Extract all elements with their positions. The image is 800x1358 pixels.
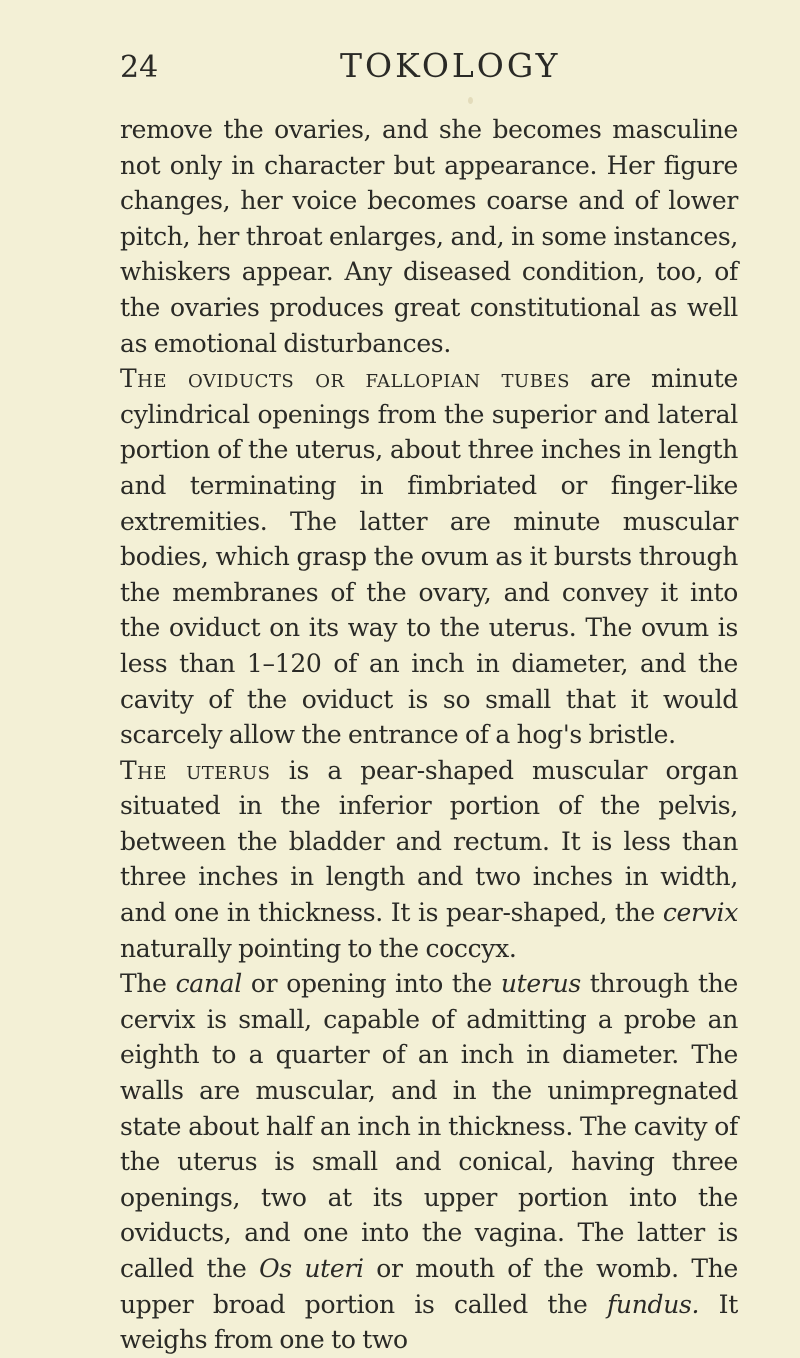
italic-term: Os uteri [259,1254,364,1283]
section-heading: The uterus [120,755,271,785]
body-text [120,112,738,1358]
running-head: TOKOLOGY [340,46,561,85]
italic-term: cervix [662,898,738,928]
paragraph-text: The [120,969,176,999]
paragraph-text: are minute cylindrical openings from the superior and lateral portion of the uterus, about three inches in length and terminating in fimbriated or finger-like extremities. The latter are minute muscular bodies, which grasp the ovum as it bursts through the membranes of the ovary, and convey it into the oviduct on its way to the uterus. The ovum is less than 1–120 of an inch in diameter, and the cavity of the oviduct is so small that it would scarcely allow the entrance of a hog's bristle. [120,364,738,750]
italic-term: uterus [500,969,581,999]
section-heading: The oviducts or fallopian tubes [120,364,570,394]
paragraph-ovaries [120,112,738,361]
paragraph-text: It weighs from one to two [120,1289,738,1355]
italic-term: fundus. [606,1289,700,1319]
paragraph-text: naturally pointing to the coccyx. [120,933,517,963]
paragraph-text: through the cervix is small, capable of admitting a probe an eighth to a quarter of an inch in diameter. The walls are muscular, and in the unimpregnated state about half an inch in thickness. The cavity of the uterus is small and conical, having three openings, two at its upper portion into the oviducts, and one into the vagina. The latter is called the [120,969,738,1283]
paper-speck [468,97,473,104]
paragraph-text: or opening into the [242,969,501,999]
paragraph-text: remove the ovaries, and she becomes masculine not only in character but appearance. Her figure changes, her voice becomes coarse and of lower pitch, her throat enlarges, and, in some instances, whiskers appear. Any diseased condition, too, of the ovaries produces great constitutional as well as emotional disturbances. [120,115,738,358]
paragraph-oviducts [120,361,738,753]
paragraph-text: or mouth of the womb. The upper broad portion is called the [120,1254,738,1319]
paragraph-canal [120,966,738,1358]
paragraph-uterus [120,753,738,967]
italic-term: canal [175,969,242,999]
page-header [0,46,800,96]
page-number: 24 [120,50,159,85]
paragraph-text: is a pear-shaped muscular organ situated in the inferior portion of the pelvis, between the bladder and rectum. It is less than three inches in length and two inches in width, and one in thickness. It is pear-shaped, the [120,755,738,928]
